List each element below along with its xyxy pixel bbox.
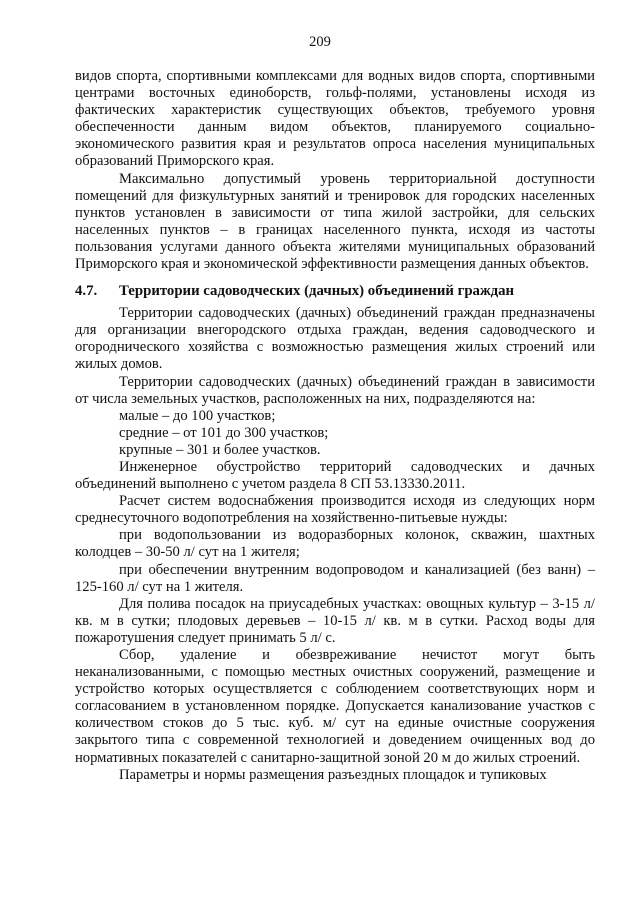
list-item: крупные – 301 и более участков. [119, 441, 321, 458]
section-number: 4.7. [75, 283, 98, 300]
paragraph: Сбор, удаление и обезвреживание нечистот могут быть неканализованными, с помощью местных очистных сооружений, размещение и устройство которых осуществляется с соблюдением соответствующих норм и согласованием в установленном порядке. Допускается канализование участков с количеством стоков до 5 тыс. куб. м/ сут на единые очистные сооружения закрытого типа с современной технологией и доведением очищенных вод до нормативных показателей с санитарно-защитной зоной 20 м до жилых строений. [75, 647, 595, 766]
paragraph: Территории садоводческих (дачных) объединений граждан в зависимости от числа земельных участков, расположенных на них, подразделяются на: [75, 373, 595, 407]
section-title: Территории садоводческих (дачных) объединений граждан [119, 283, 515, 300]
paragraph: Параметры и нормы размещения разъездных площадок и тупиковых [119, 766, 547, 783]
paragraph: Для полива посадок на приусадебных участках: овощных культур – 3-15 л/ кв. м в сутки; плодовых деревьев – 10-15 л/ кв. м в сутки. Расход воды для пожаротушения следует принимать 5 л/ с. [75, 595, 595, 646]
section-heading [75, 282, 595, 300]
paragraph: Расчет систем водоснабжения производится исходя из следующих норм среднесуточного водопотребления на хозяйственно-питьевые нужды: [75, 493, 595, 527]
paragraph: при обеспечении внутренним водопроводом и канализацией (без ванн) – 125-160 л/ сут на 1 жителя. [75, 561, 595, 595]
paragraph: Инженерное обустройство территорий садоводческих и дачных объединений выполнено с учетом раздела 8 СП 53.13330.2011. [75, 458, 595, 493]
paragraph: Территории садоводческих (дачных) объединений граждан предназначены для организации внегородского отдыха граждан, ведения садоводческого и огороднического хозяйства с возможностью размещения жилых строений или жилых домов. [75, 305, 595, 373]
paragraph: Максимально допустимый уровень территориальной доступности помещений для физкультурных занятий и тренировок для городских населенных пунктов установлен в зависимости от типа жилой застройки, для сельских населенных пунктов – в границах населенного пункта, исходя из частоты пользования услугами данного объекта жителями муниципальных образований Приморского края и экономической эффективности размещения данных объектов. [75, 170, 595, 273]
paragraph-continued: видов спорта, спортивными комплексами для водных видов спорта, спортивными центрами восточных единоборств, гольф-полями, установлены исходя из фактических характеристик существующих объектов, требуемого уровня обеспеченности данным видом объектов, планируемого социально-экономического развития края и результатов опроса населения муниципальных образований Приморского края. [75, 68, 595, 170]
paragraph: при водопользовании из водоразборных колонок, скважин, шахтных колодцев – 30-50 л/ сут на 1 жителя; [75, 527, 595, 561]
page-body [75, 68, 595, 784]
list-item: средние – от 101 до 300 участков; [119, 424, 329, 441]
list-item: малые – до 100 участков; [119, 407, 276, 424]
page-number: 209 [309, 34, 331, 50]
